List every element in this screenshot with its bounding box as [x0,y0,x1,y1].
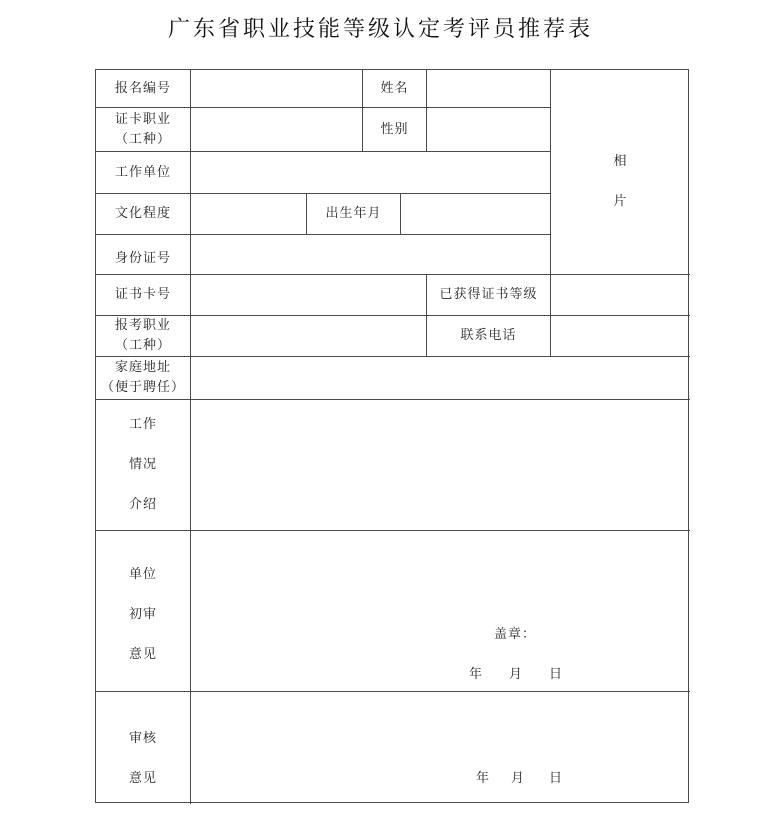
field-obtained-certificate-level[interactable] [551,275,690,315]
label-phone [427,316,550,356]
field-home-address[interactable] [191,357,690,399]
label-home-address [96,357,190,399]
form-title: 广东省职业技能等级认定考评员推荐表 [167,17,593,42]
unit-review-year: 年 [469,667,484,682]
label-obtained-certificate-level-text: 已获得证书等级 [439,287,538,302]
label-certificate-occupation-line2: （工种） [114,131,171,147]
label-unit-review-line3: 意见 [128,647,157,662]
label-certificate-card-number [96,275,190,315]
final-review-year: 年 [476,771,491,786]
photo-box[interactable] [551,70,690,274]
unit-review-day: 日 [549,667,564,682]
label-applied-occupation-line1: 报考职业 [114,318,171,333]
label-name-text: 姓名 [380,80,409,96]
label-work-unit [96,152,190,193]
label-certificate-occupation-line1: 证卡职业 [114,111,171,127]
label-education-text: 文化程度 [114,206,171,221]
label-birth-date-text: 出生年月 [325,206,382,221]
label-education [96,194,190,234]
label-unit-review [96,531,190,691]
label-registration-number [96,70,190,107]
unit-review-month: 月 [509,667,524,682]
label-certificate-occupation [96,108,190,151]
label-unit-review-line2: 初审 [128,607,157,622]
label-home-address-line2: （便于聘任） [100,380,185,395]
field-phone[interactable] [551,316,690,356]
field-work-introduction[interactable] [191,400,690,530]
label-work-introduction [96,400,190,530]
label-gender [363,108,426,151]
label-id-number-text: 身份证号 [114,250,171,266]
label-final-review [96,692,190,804]
field-id-number[interactable] [191,235,550,274]
field-gender[interactable] [427,108,550,151]
field-unit-review[interactable] [191,531,690,691]
label-registration-number-text: 报名编号 [114,80,171,96]
field-education[interactable] [191,194,306,234]
field-certificate-occupation[interactable] [191,108,362,151]
label-phone-text: 联系电话 [460,328,517,343]
label-birth-date [307,194,400,234]
label-id-number [96,235,190,274]
label-work-unit-text: 工作单位 [114,164,171,180]
label-gender-text: 性别 [380,121,409,137]
label-home-address-line1: 家庭地址 [114,360,171,375]
stamp-label: 盖章： [494,627,537,642]
field-final-review[interactable] [191,692,690,804]
label-work-introduction-line1: 工作 [128,417,157,432]
final-review-month: 月 [511,771,526,786]
label-final-review-line1: 审核 [128,731,157,746]
field-work-unit[interactable] [191,152,550,193]
label-applied-occupation-line2: （工种） [114,338,171,353]
label-obtained-certificate-level [427,275,550,315]
field-name[interactable] [427,70,550,107]
field-registration-number[interactable] [191,70,362,107]
label-final-review-line2: 意见 [128,771,157,786]
label-work-introduction-line3: 介绍 [128,497,157,512]
photo-label-line2: 片 [613,194,628,209]
field-birth-date[interactable] [401,194,550,234]
label-certificate-card-number-text: 证书卡号 [114,287,171,302]
recommendation-form-table [95,69,689,803]
field-applied-occupation[interactable] [191,316,426,356]
label-name [363,70,426,107]
label-work-introduction-line2: 情况 [128,457,157,472]
final-review-day: 日 [549,771,564,786]
label-unit-review-line1: 单位 [128,567,157,582]
field-certificate-card-number[interactable] [191,275,426,315]
photo-label-line1: 相 [613,154,628,169]
label-applied-occupation [96,316,190,356]
